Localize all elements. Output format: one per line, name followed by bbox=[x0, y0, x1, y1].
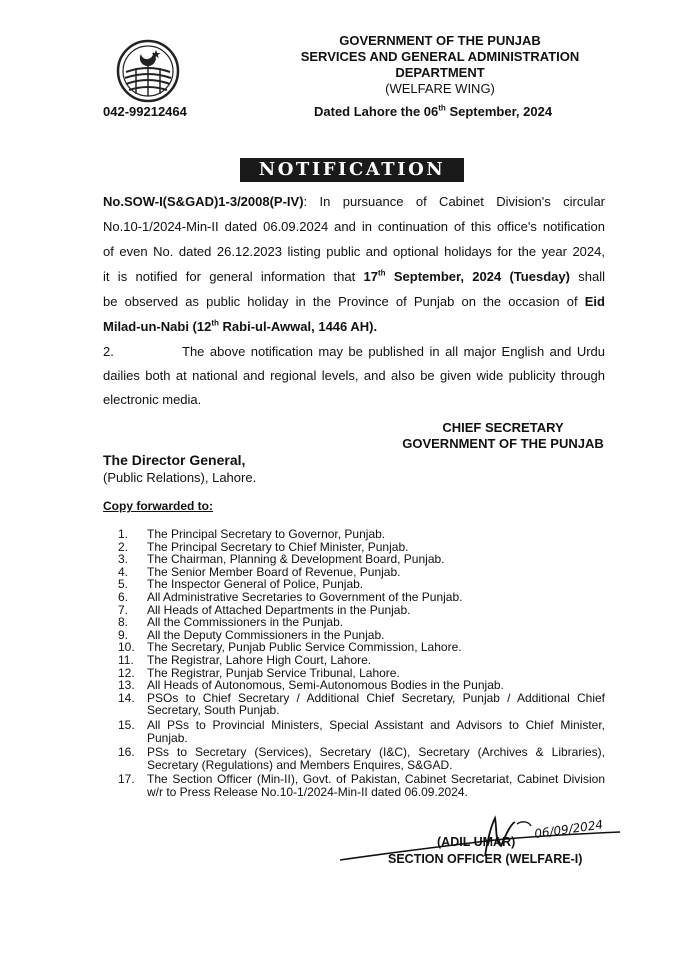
copy-list-number: 14. bbox=[118, 690, 135, 705]
copy-list-number: 10. bbox=[118, 640, 135, 655]
body-line: of even No. dated 26.12.2023 listing public and optional holidays for the year 2024, bbox=[103, 244, 605, 259]
body-line: The above notification may be published in all major English and Urdu bbox=[182, 344, 605, 359]
header-wing: (WELFARE WING) bbox=[385, 81, 495, 96]
copy-list-number: 11. bbox=[118, 653, 134, 667]
copy-list-number: 17. bbox=[118, 772, 135, 787]
body-line: No.SOW-I(S&GAD)1-3/2008(P-IV): In pursuance of Cabinet Division's circular bbox=[103, 194, 605, 209]
body-line: Milad-un-Nabi (12th Rabi-ul-Awwal, 1446 AH). bbox=[103, 318, 378, 334]
copy-list-item: The Registrar, Punjab Service Tribunal, Lahore. bbox=[147, 665, 400, 680]
notification-title: NOTIFICATION bbox=[240, 158, 464, 182]
copy-list-item: The Section Officer (Min-II), Govt. of Pakistan, Cabinet Secretariat, Cabinet Division bbox=[147, 772, 605, 787]
body-line: it is notified for general information that 17th September, 2024 (Tuesday) shall bbox=[103, 268, 606, 284]
copy-list-item: The Chairman, Planning & Development Board, Punjab. bbox=[147, 552, 445, 567]
handwritten-date: 06/09/2024 bbox=[533, 817, 604, 841]
body-line: be observed as public holiday in the Province of Punjab on the occasion of Eid bbox=[103, 294, 605, 309]
copy-list-item: The Inspector General of Police, Punjab. bbox=[147, 577, 364, 592]
body-line: electronic media. bbox=[103, 392, 202, 407]
copy-list-number: 15. bbox=[118, 718, 135, 732]
copy-list-number: 8. bbox=[118, 615, 129, 630]
punjab-emblem-logo bbox=[108, 38, 188, 104]
body-line: dailies both at national and regional levels, and also be given wide publicity through bbox=[103, 368, 605, 383]
copy-list-number: 9. bbox=[118, 627, 129, 642]
copy-list-number: 12. bbox=[118, 665, 135, 680]
copy-list-item: Secretary (Regulations) and Members Enquires, S&GAD. bbox=[147, 757, 453, 772]
copy-list-number: 1. bbox=[118, 527, 129, 541]
copy-forwarded-heading: Copy forwarded to: bbox=[103, 499, 213, 513]
copy-list-number: 6. bbox=[118, 590, 129, 604]
dated-line: Dated Lahore the 06th September, 2024 bbox=[314, 103, 553, 119]
header-department-2: DEPARTMENT bbox=[395, 65, 485, 80]
signatory-government: GOVERNMENT OF THE PUNJAB bbox=[402, 436, 604, 451]
copy-list-item: Punjab. bbox=[147, 730, 188, 745]
copy-list-number: 7. bbox=[118, 602, 129, 617]
copy-list-item: All Administrative Secretaries to Government of the Punjab. bbox=[147, 590, 463, 604]
header-government: GOVERNMENT OF THE PUNJAB bbox=[339, 33, 541, 48]
copy-list-item: The Principal Secretary to Governor, Punjab. bbox=[147, 527, 386, 541]
copy-list-item: Secretary, South Punjab. bbox=[147, 703, 280, 718]
copy-list-item: All the Deputy Commissioners in the Punjab. bbox=[147, 627, 385, 642]
officer-name: (ADIL UMAR) bbox=[437, 835, 516, 849]
signatory-title: CHIEF SECRETARY bbox=[442, 420, 564, 435]
copy-list-item: The Secretary, Punjab Public Service Commission, Lahore. bbox=[147, 640, 462, 655]
copy-list-number: 4. bbox=[118, 564, 129, 579]
copy-list-item: All Heads of Attached Departments in the Punjab. bbox=[147, 602, 411, 617]
copy-list-item: PSOs to Chief Secretary / Additional Chief Secretary, Punjab / Additional Chief bbox=[147, 690, 605, 705]
copy-list-item: The Principal Secretary to Chief Minister, Punjab. bbox=[147, 539, 409, 554]
body-line: No.10-1/2024-Min-II dated 06.09.2024 and in continuation of this office's notification bbox=[103, 219, 605, 234]
officer-designation: SECTION OFFICER (WELFARE-I) bbox=[388, 852, 583, 866]
copy-list-item: All PSs to Provincial Ministers, Special Assistant and Advisors to Chief Minister, bbox=[147, 718, 605, 732]
copy-list-item: The Senior Member Board of Revenue, Punjab. bbox=[147, 564, 401, 579]
copy-list-number: 16. bbox=[118, 745, 135, 760]
paragraph-number: 2. bbox=[103, 344, 114, 359]
copy-list-item: w/r to Press Release No.10-1/2024-Min-II dated 06.09.2024. bbox=[147, 785, 468, 799]
copy-list-number: 3. bbox=[118, 552, 129, 567]
copy-list-number: 2. bbox=[118, 539, 129, 554]
copy-list-item: The Registrar, Lahore High Court, Lahore. bbox=[147, 653, 372, 667]
header-department: SERVICES AND GENERAL ADMINISTRATION bbox=[300, 49, 580, 64]
phone-number: 042-99212464 bbox=[103, 104, 187, 119]
copy-list-item: All Heads of Autonomous, Semi-Autonomous Bodies in the Punjab. bbox=[147, 678, 504, 693]
addressee-name: The Director General, bbox=[103, 452, 246, 468]
copy-list-number: 13. bbox=[118, 678, 135, 693]
copy-list-number: 5. bbox=[118, 577, 129, 592]
addressee-office: (Public Relations), Lahore. bbox=[103, 470, 257, 485]
copy-list-item: PSs to Secretary (Services), Secretary (I&C), Secretary (Archives & Libraries), bbox=[147, 745, 605, 760]
copy-list-item: All the Commissioners in the Punjab. bbox=[147, 615, 344, 630]
